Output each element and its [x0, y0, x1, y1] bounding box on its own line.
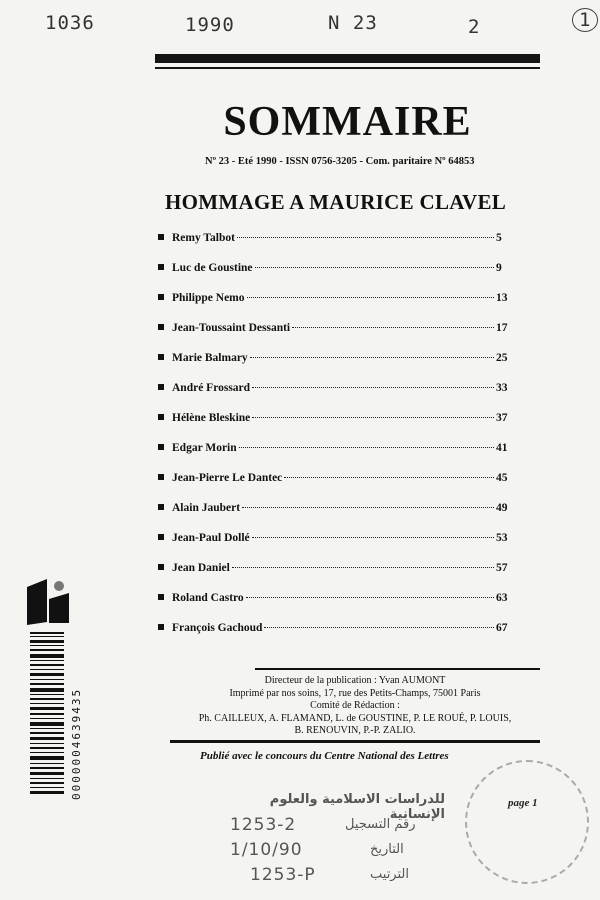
toc-entry — [158, 502, 518, 532]
dot-leader — [252, 387, 494, 388]
stamp-date-label: التاريخ — [370, 842, 404, 857]
handwritten-ref-1: 1036 — [45, 12, 95, 34]
dot-leader — [237, 237, 494, 238]
dot-leader — [232, 567, 494, 568]
top-rule — [155, 54, 540, 63]
section-heading: HOMMAGE A MAURICE CLAVEL — [165, 190, 507, 214]
toc-page-number: 17 — [496, 322, 508, 334]
credits-committee-members: Ph. CAILLEUX, A. FLAMAND, L. de GOUSTINE, P. LE ROUÉ, P. LOUIS, — [198, 712, 512, 724]
toc-entry — [158, 472, 518, 502]
table-of-contents — [158, 232, 518, 652]
toc-author: Luc de Goustine — [172, 262, 253, 274]
bullet-icon — [158, 594, 164, 600]
support-notice: Publié avec le concours du Centre National des Lettres — [200, 750, 449, 762]
handwritten-ref-4: 2 — [468, 16, 481, 38]
toc-entry — [158, 352, 518, 382]
toc-author: André Frossard — [172, 382, 251, 394]
bullet-icon — [158, 624, 164, 630]
bullet-icon — [158, 504, 164, 510]
dot-leader — [247, 297, 494, 298]
credits-director: Directeur de la publication : Yvan AUMONT — [264, 675, 446, 686]
toc-author: Hélène Bleskine — [172, 412, 251, 424]
dot-leader — [284, 477, 494, 478]
toc-author: Edgar Morin — [172, 442, 237, 454]
barcode-number: 0000004639435 — [70, 687, 83, 800]
toc-author: Jean Daniel — [172, 562, 230, 574]
dot-leader — [252, 417, 494, 418]
toc-page-number: 13 — [496, 292, 508, 304]
toc-entry — [158, 322, 518, 352]
toc-page-number: 5 — [496, 232, 502, 244]
footer-rule-top — [255, 668, 540, 670]
bullet-icon — [158, 564, 164, 570]
bullet-icon — [158, 294, 164, 300]
handwritten-ref-5: 1 — [572, 8, 598, 32]
library-stamp — [195, 770, 445, 895]
dot-leader — [264, 627, 494, 628]
toc-entry — [158, 382, 518, 412]
bullet-icon — [158, 474, 164, 480]
toc-author: Marie Balmary — [172, 352, 248, 364]
toc-author: Remy Talbot — [172, 232, 235, 244]
toc-page-number: 37 — [496, 412, 508, 424]
toc-entry — [158, 262, 518, 292]
stamp-order-number: 1253-P — [250, 865, 316, 885]
dot-leader — [252, 537, 494, 538]
bullet-icon — [158, 324, 164, 330]
toc-author: Philippe Nemo — [172, 292, 245, 304]
toc-author: Jean-Pierre Le Dantec — [172, 472, 283, 484]
toc-entry — [158, 622, 518, 652]
dot-leader — [242, 507, 494, 508]
toc-page-number: 45 — [496, 472, 508, 484]
publication-credits — [170, 675, 540, 738]
toc-page-number: 25 — [496, 352, 508, 364]
credits-committee-members-2: B. RENOUVIN, P.-P. ZALIO. — [294, 725, 416, 736]
stamp-institution: للدراسات الاسلامية والعلوم الإنسانية — [269, 792, 445, 822]
bullet-icon — [158, 234, 164, 240]
toc-page-number: 49 — [496, 502, 508, 514]
toc-entry — [158, 592, 518, 622]
toc-page-number: 9 — [496, 262, 502, 274]
toc-entry — [158, 292, 518, 322]
dot-leader — [239, 447, 494, 448]
toc-author: Roland Castro — [172, 592, 244, 604]
toc-entry — [158, 232, 518, 262]
page-reference: page 1 — [508, 797, 538, 809]
stamp-order-label: الترتيب — [370, 867, 409, 882]
toc-entry — [158, 562, 518, 592]
toc-page-number: 57 — [496, 562, 508, 574]
toc-author: Alain Jaubert — [172, 502, 241, 514]
bullet-icon — [158, 264, 164, 270]
toc-entry — [158, 442, 518, 472]
toc-author: Jean-Toussaint Dessanti — [172, 322, 291, 334]
stamp-registration-label: رقم التسجيل — [345, 817, 416, 832]
toc-entry — [158, 532, 518, 562]
toc-page-number: 41 — [496, 442, 508, 454]
issue-info: Nº 23 - Eté 1990 - ISSN 0756-3205 - Com. paritaire Nº 64853 — [205, 156, 475, 167]
dot-leader — [250, 357, 494, 358]
bullet-icon — [158, 534, 164, 540]
bullet-icon — [158, 384, 164, 390]
publisher-logo-icon — [25, 577, 70, 627]
credits-printer: Imprimé par nos soins, 17, rue des Petits-Champs, 75001 Paris — [229, 687, 481, 699]
bullet-icon — [158, 414, 164, 420]
stamp-date: 1/10/90 — [230, 840, 303, 860]
toc-page-number: 53 — [496, 532, 508, 544]
toc-author: Jean-Paul Dollé — [172, 532, 250, 544]
toc-entry — [158, 412, 518, 442]
toc-page-number: 67 — [496, 622, 508, 634]
toc-page-number: 33 — [496, 382, 508, 394]
dot-leader — [292, 327, 494, 328]
top-rule-thin — [155, 67, 540, 69]
stamp-registration-number: 1253-2 — [230, 815, 297, 835]
toc-page-number: 63 — [496, 592, 508, 604]
dot-leader — [246, 597, 494, 598]
round-stamp — [465, 760, 589, 884]
footer-rule-bottom — [170, 740, 540, 743]
page-title: SOMMAIRE — [223, 99, 472, 145]
handwritten-ref-3: N 23 — [328, 12, 378, 34]
dot-leader — [255, 267, 494, 268]
toc-author: François Gachoud — [172, 622, 263, 634]
handwritten-ref-2: 1990 — [185, 14, 235, 36]
credits-committee-label: Comité de Rédaction : — [310, 700, 400, 711]
bullet-icon — [158, 444, 164, 450]
bullet-icon — [158, 354, 164, 360]
